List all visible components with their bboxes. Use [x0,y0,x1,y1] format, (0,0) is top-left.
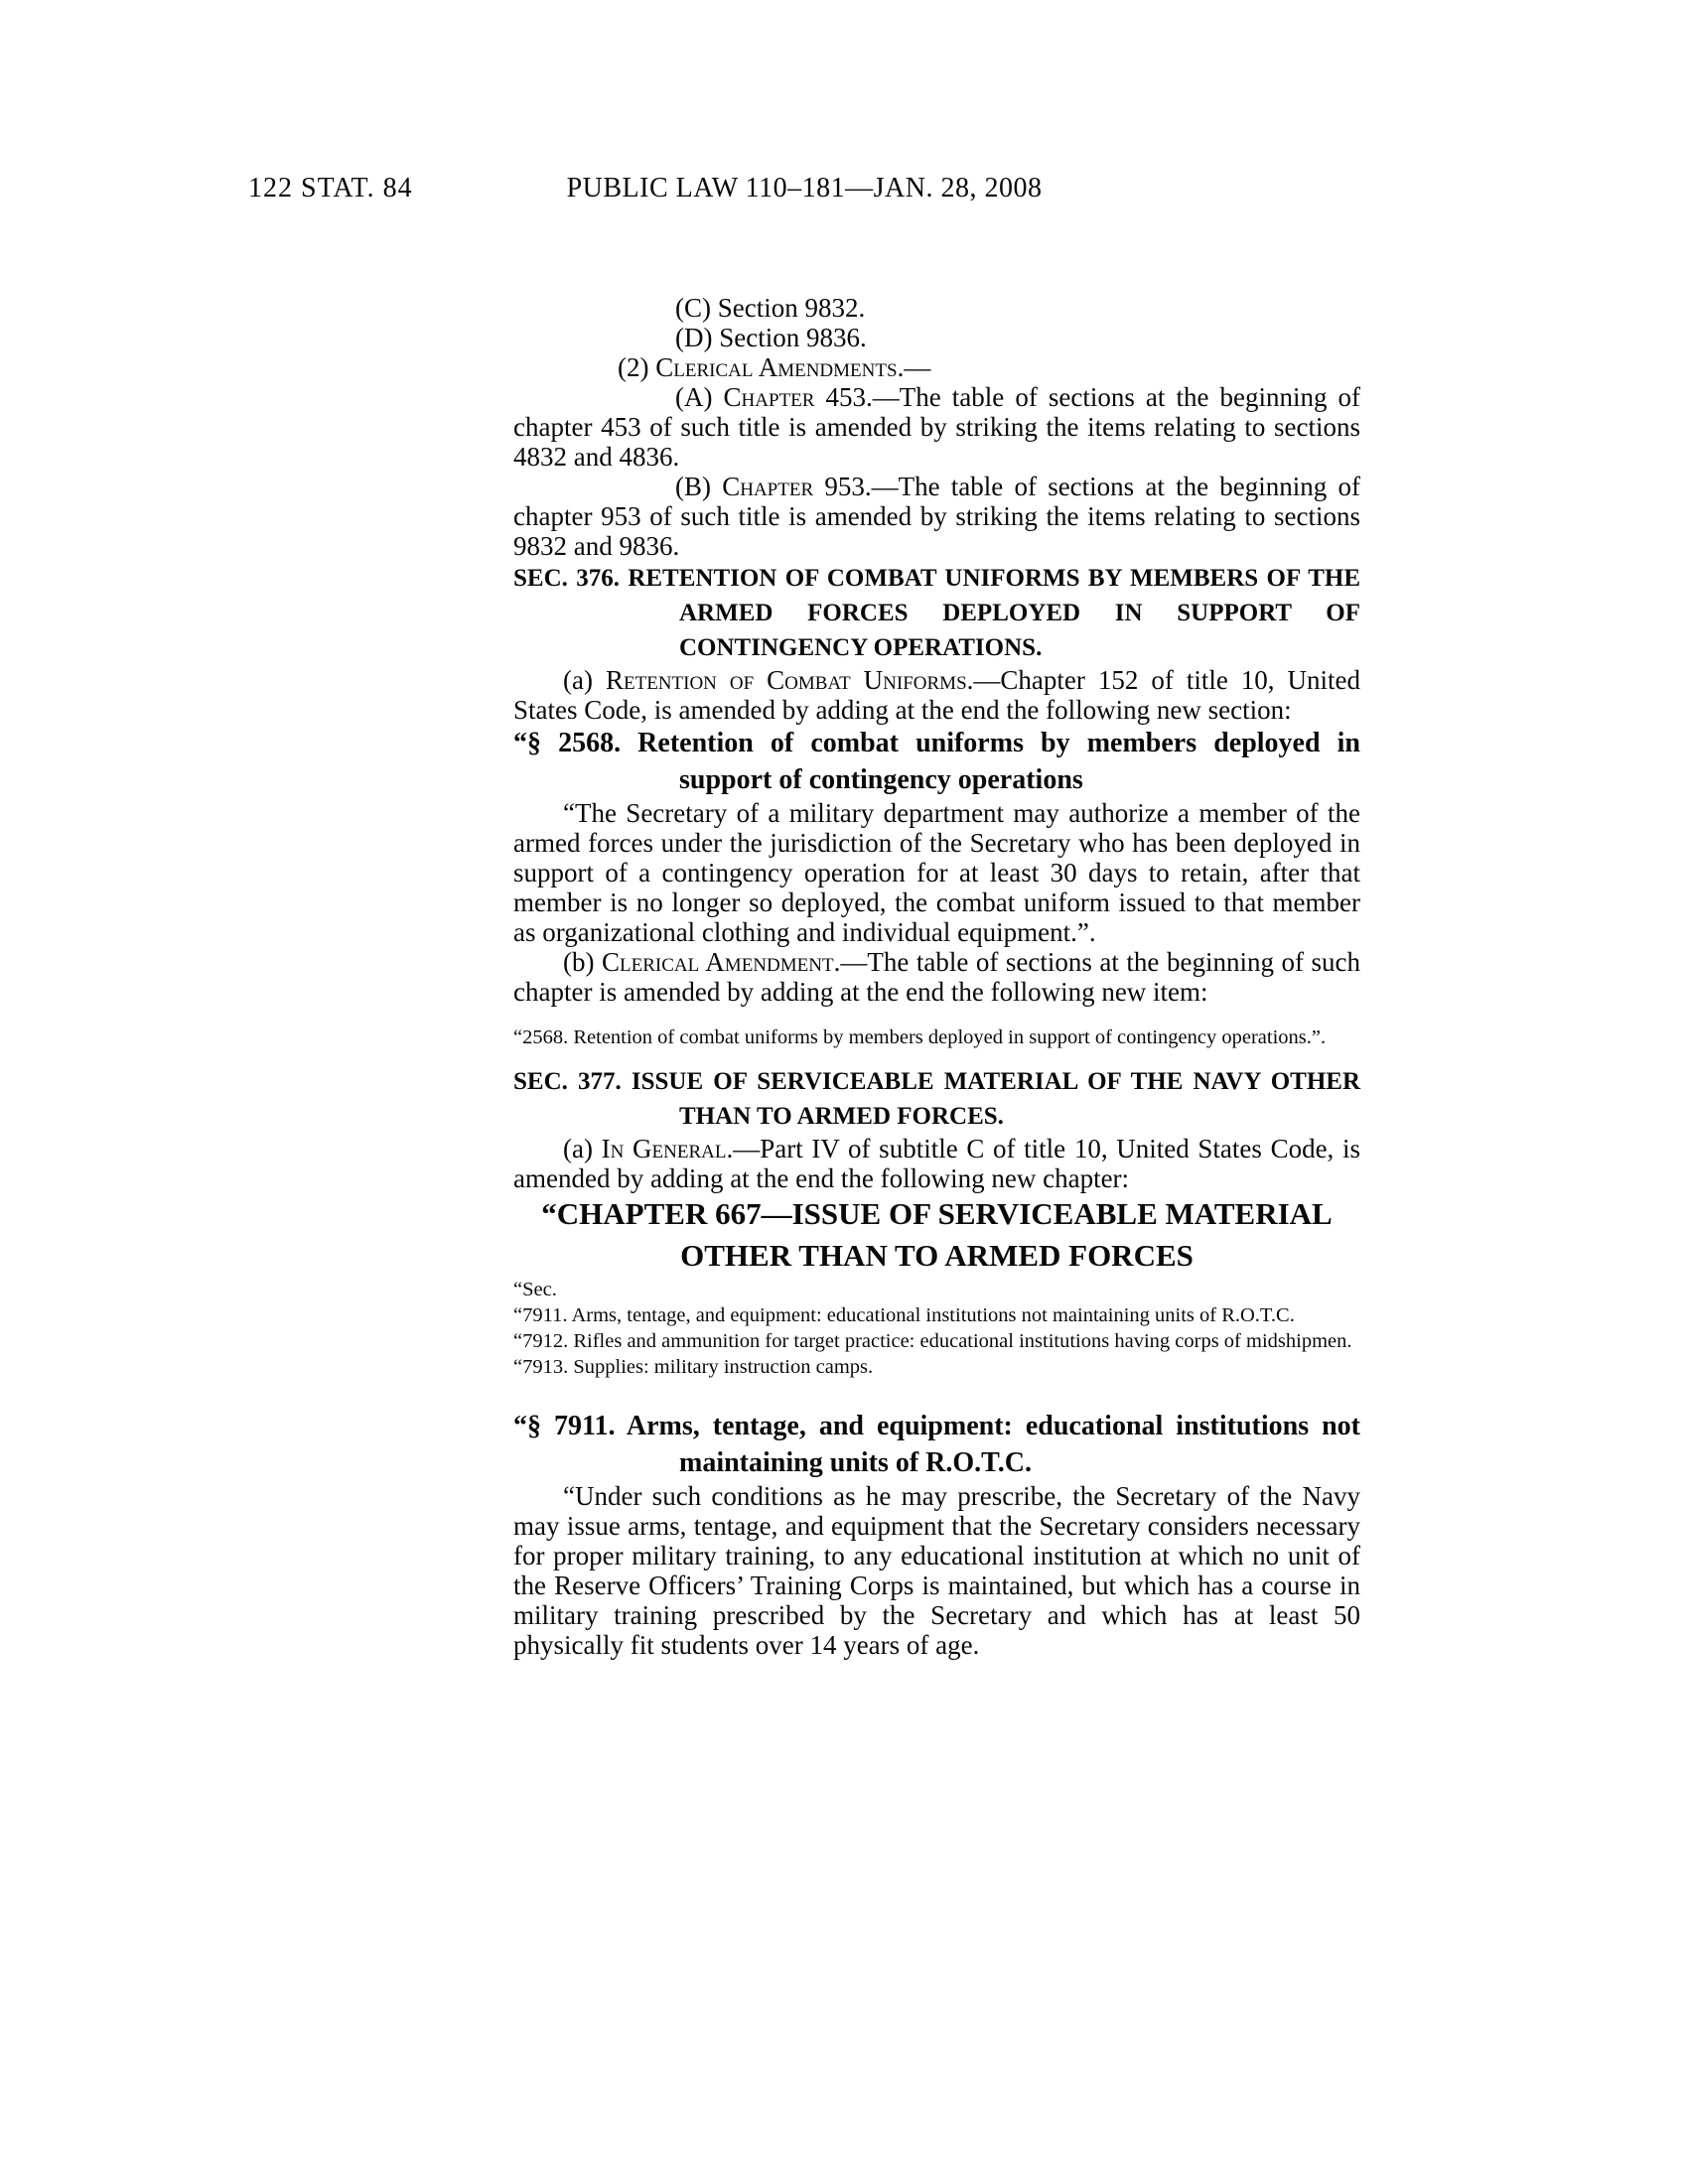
text-run: .—The table of sections at the beginning of such chapter is amended by adding at the end the following new item: [513,947,1361,1007]
text-run: (a) [563,665,606,695]
text-run: “2568. Retention of combat uniforms by members deployed in support of contingency operations.”. [513,1026,1327,1048]
text-run: “The Secretary of a military department may authorize a member of the armed forces under the jurisdiction of the Secretary who has been deployed in support of a contingency operation for at least 30 days to retain, after that member is no longer so deployed, the combat uniform issued to that member as organizational clothing and individual equipment.”. [513,798,1360,947]
text-run: (B) [675,472,723,501]
text-run: .—Part IV of subtitle C of title 10, United States Code, is amended by adding at the end the following new chapter: [513,1134,1360,1193]
text-run: .—The table of sections at the beginning of chapter 453 of such title is amended by striking the items relating to sections 4832 and 4836. [513,382,1361,472]
text-run: (2) [618,352,656,382]
small-caps-run: In General [601,1134,727,1163]
page-header [248,173,1360,206]
small-caps-run: Chapter 953 [722,472,865,501]
toc-entry-7911 [513,1302,1360,1328]
text-run: .—The table of sections at the beginning of chapter 953 of such title is amended by striking the items relating to sections 9832 and 9836. [513,472,1360,561]
small-caps-run: Clerical Amendment [602,947,834,977]
document-body [513,293,1360,1660]
text-run: SEC. 377. ISSUE OF SERVICEABLE MATERIAL OF THE NAVY OTHER THAN TO ARMED FORCES. [513,1068,1360,1130]
text-run: .— [897,352,931,382]
para-7911-text [513,1481,1360,1660]
para-2568-text [513,798,1360,947]
quoted-section-7911-heading [513,1408,1360,1481]
toc-label-sec [513,1277,1360,1302]
text-run: “7912. Rifles and ammunition for target practice: educational institutions having corps of midshipmen. [513,1330,1352,1352]
text-run: “7911. Arms, tentage, and equipment: educational institutions not maintaining units of R.O.T.C. [513,1304,1295,1326]
para-377-a [513,1134,1360,1193]
quoted-section-2568-heading [513,725,1360,798]
small-caps-run: Clerical Amendments [655,352,898,382]
toc-entry-2568 [513,1024,1360,1050]
text-run: “Sec. [513,1279,557,1300]
section-377-heading [513,1064,1360,1134]
section-376-heading [513,561,1360,665]
text-run: SEC. 376. RETENTION OF COMBAT UNIFORMS BY MEMBERS OF THE ARMED FORCES DEPLOYED IN SUPPORT OF CONTINGENCY OPERATIONS. [513,565,1360,661]
subitem-D-9836 [513,323,1360,352]
text-run: “7913. Supplies: military instruction camps. [513,1356,874,1378]
stat-page-number: 122 STAT. 84 [248,173,413,204]
text-run: .—Chapter 152 of title 10, United States Code, is amended by adding at the end the following new section: [513,665,1361,725]
small-caps-run: Retention of Combat Uniforms [605,665,967,695]
chapter-667-heading [513,1193,1360,1277]
text-run: “CHAPTER 667—ISSUE OF SERVICEABLE MATERIAL OTHER THAN TO ARMED FORCES [541,1196,1333,1273]
text-run: (a) [563,1134,602,1163]
running-head: PUBLIC LAW 110–181—JAN. 28, 2008 [566,173,1043,204]
text-run: (A) [675,382,724,412]
text-run: “Under such conditions as he may prescribe, the Secretary of the Navy may issue arms, tentage, and equipment that the Secretary considers necessary for proper military training, to any educational institution at which no unit of the Reserve Officers’ Training Corps is maintained, but which has a course in military training prescribed by the Secretary and which has at least 50 physically fit students over 14 years of age. [513,1481,1360,1660]
clause-B-chapter-953 [513,472,1360,561]
text-run: “§ 7911. Arms, tentage, and equipment: educational institutions not maintaining units of R.O.T.C. [513,1411,1360,1478]
item-2-clerical-amendments [513,352,1360,382]
clause-A-chapter-453 [513,382,1360,472]
small-caps-run: Chapter 453 [723,382,867,412]
toc-entry-7913 [513,1354,1360,1380]
toc-entry-7912 [513,1328,1360,1354]
text-run: (b) [563,947,603,977]
text-run: “§ 2568. Retention of combat uniforms by members deployed in support of contingency operations [513,728,1360,795]
text-run: (D) Section 9836. [675,323,867,352]
subitem-C-9832 [513,293,1360,323]
text-run: (C) Section 9832. [675,293,866,323]
para-376-b [513,947,1360,1007]
para-376-a [513,665,1360,725]
